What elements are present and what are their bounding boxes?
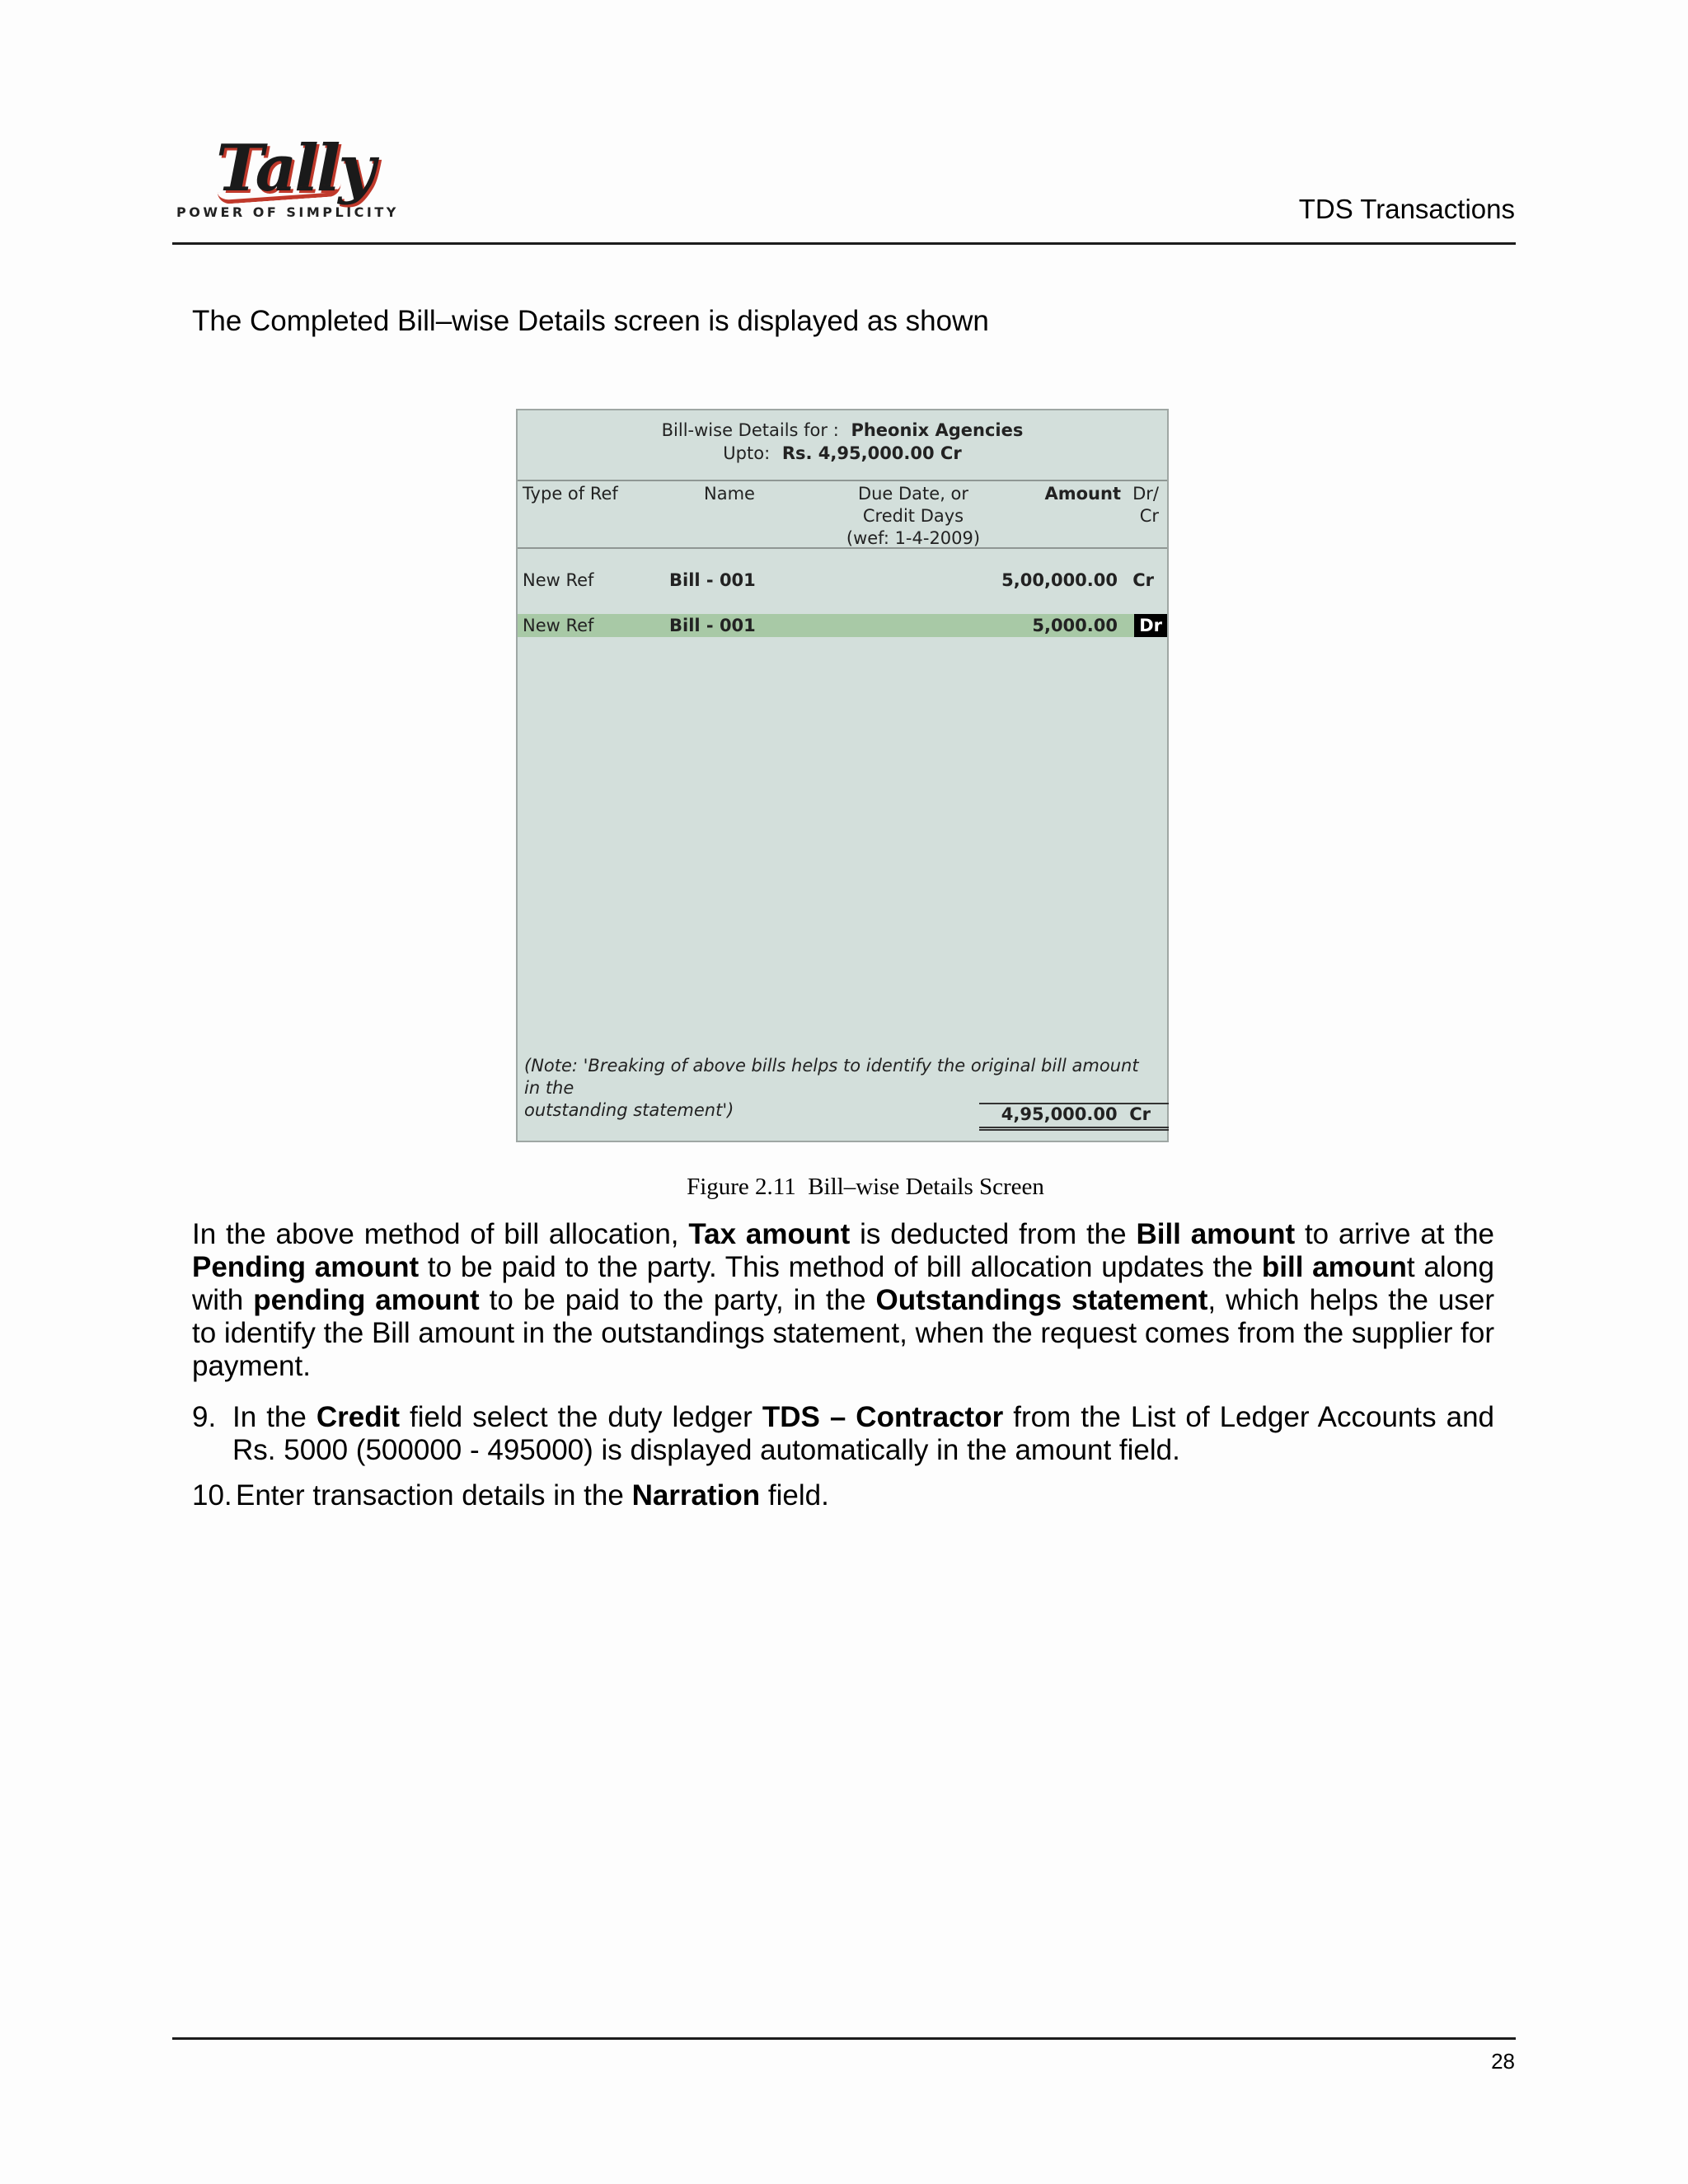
row-name: Bill - 001 [669,570,756,590]
col-name: Name [704,484,755,504]
row-type: New Ref [523,616,594,635]
party-name: Pheonix Agencies [851,420,1024,440]
total-double-rule [979,1127,1169,1131]
intro-text: The Completed Bill–wise Details screen is displayed as shown [192,305,989,337]
page-number: 28 [1491,2049,1515,2074]
screen-header [518,410,1167,481]
col-amount: Amount [1044,484,1121,504]
step-bold: TDS – Contractor [762,1401,1004,1433]
step-number: 9. [192,1401,217,1433]
footer-rule [172,2037,1516,2040]
step-text [236,1479,1494,1512]
step-text-part: from the List of Ledger Accounts and Rs. 5000 (500000 - 495000) is displayed automatically in the amount field. [232,1401,1495,1466]
step-bold: Narration [631,1479,761,1511]
step-10 [192,1479,1494,1512]
body-paragraph [192,1218,1494,1383]
row-amount: 5,000.00 [1032,616,1118,635]
total-amount: 4,95,000.00 Cr [1001,1104,1151,1124]
column-headers [518,481,1167,549]
row-type: New Ref [523,570,594,590]
col-due-date [839,483,987,550]
row-drcr: Cr [1132,570,1154,590]
para-text: t along with [192,1251,1494,1316]
tally-logo [176,131,399,223]
upto-label: Upto: [723,443,771,463]
title-label: Bill-wise Details for : [661,420,839,440]
step-number: 10. [192,1479,232,1511]
para-bold: bill amoun [1261,1251,1407,1283]
col-due-date-line1: Due Date, or [857,484,969,504]
para-text: , which helps the user to identify the Bill amount in the outstandings statement, when the request comes from the supplier for payment. [192,1284,1494,1382]
step-text-part: Enter transaction details in the [236,1479,632,1511]
step-text-part: field select the duty ledger [400,1401,762,1433]
step-9 [192,1401,1494,1467]
para-text: to arrive at the [1295,1218,1494,1250]
para-bold: Outstandings statement [875,1284,1208,1316]
bill-row[interactable] [518,569,1167,592]
para-text: In the above method of bill allocation, [192,1218,689,1250]
row-drcr-field[interactable]: Dr [1134,614,1167,637]
bill-row-selected[interactable] [518,614,1167,637]
para-bold: Bill amount [1136,1218,1296,1250]
para-text: to be paid to the party. This method of bill allocation updates the [419,1251,1262,1283]
step-text [232,1401,1494,1467]
section-title: TDS Transactions [1298,194,1515,224]
logo-wordmark: Tally [216,131,373,206]
para-bold: pending amount [253,1284,480,1316]
col-due-date-line3: (wef: 1-4-2009) [846,528,981,548]
row-name: Bill - 001 [669,616,756,635]
header-rule [172,242,1516,245]
upto-line [518,443,1167,463]
screen-title-line [518,420,1167,440]
row-amount: 5,00,000.00 [1001,570,1118,590]
step-text-part: field. [760,1479,829,1511]
col-drcr-line1: Dr/ [1132,484,1159,504]
note-line2: outstanding statement') [524,1100,734,1120]
note-line1: (Note: 'Breaking of above bills helps to identify the original bill amount in the [524,1056,1139,1098]
logo-tagline: POWER OF SIMPLICITY [176,204,399,220]
col-drcr-line2: Cr [1139,506,1159,526]
col-due-date-line2: Credit Days [862,506,964,526]
figure-caption: Figure 2.11 Bill–wise Details Screen [687,1174,1044,1200]
para-text: is deducted from the [850,1218,1137,1250]
col-type-of-ref: Type of Ref [523,484,618,504]
upto-value: Rs. 4,95,000.00 Cr [781,443,962,463]
step-bold: Credit [316,1401,400,1433]
para-bold: Pending amount [192,1251,420,1283]
step-text-part: In the [232,1401,316,1433]
bill-wise-details-screen [516,409,1169,1142]
col-drcr [1132,483,1159,527]
para-bold: Tax amount [688,1218,851,1250]
para-text: to be paid to the party, in the [479,1284,876,1316]
